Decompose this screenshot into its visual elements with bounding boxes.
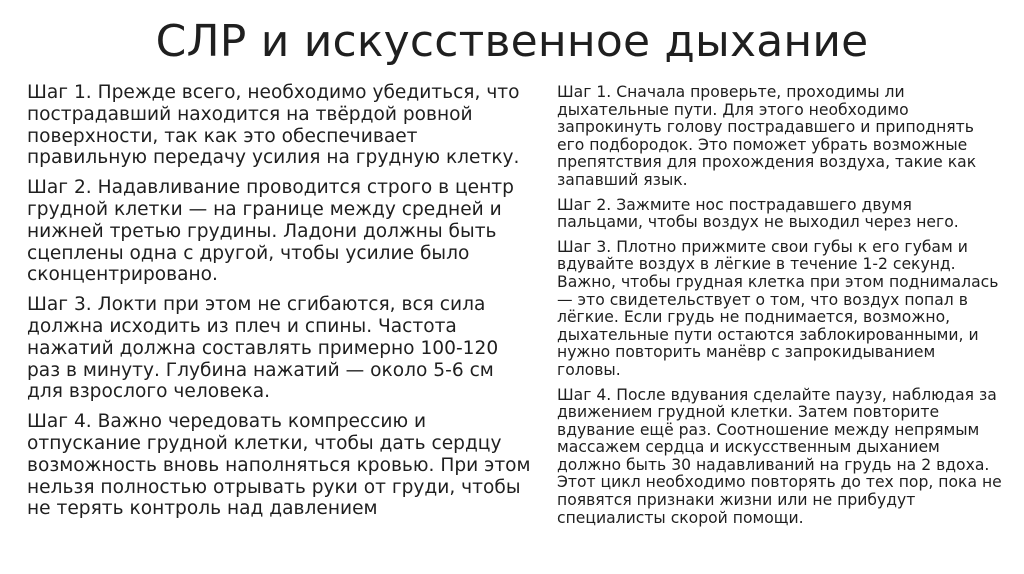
rescue-breathing-column	[557, 84, 1002, 534]
breathing-step-4: Шаг 4. После вдувания сделайте паузу, наблюдая за движением грудной клетки. Затем повторите вдувание ещё раз. Соотношение между непрямым массажем сердца и искусственным дыханием должно быть 30 надавливаний на грудь на 2 вдоха. Этот цикл необходимо повторять до тех пор, пока не появятся признаки жизни или не прибудут специалисты скорой помощи.	[557, 385, 1002, 527]
breathing-step-3: Шаг 3. Плотно прижмите свои губы к его губам и вдувайте воздух в лёгкие в течение 1-2 секунд. Важно, чтобы грудная клетка при этом поднималась — это свидетельствует о том, что воздух попал в лёгкие. Если грудь не поднимается, возможно, дыхательные пути остаются заблокированными, и нужно повторить манёвр с запрокидыванием головы.	[557, 237, 999, 379]
breathing-step-2: Шаг 2. Зажмите нос пострадавшего двумя пальцами, чтобы воздух не выходил через него.	[557, 195, 959, 232]
slide-title: СЛР и искусственное дыхание	[155, 16, 869, 67]
compression-step-2: Шаг 2. Надавливание проводится строго в центр грудной клетки — на границе между средней и нижней третью грудины. Ладони должны быть сцеплены одна с другой, чтобы усилие было сконцентрировано.	[27, 177, 514, 286]
compression-step-1: Шаг 1. Прежде всего, необходимо убедиться, что пострадавший находится на твёрдой ровной поверхности, так как это обеспечивает правильную передачу усилия на грудную клетку.	[27, 82, 520, 169]
breathing-step-1: Шаг 1. Сначала проверьте, проходимы ли дыхательные пути. Для этого необходимо запрокинуть голову пострадавшего и приподнять его подбородок. Это поможет убрать возможные препятствия для прохождения воздуха, такие как запавший язык.	[557, 83, 977, 189]
compression-step-4: Шаг 4. Важно чередовать компрессию и отпускание грудной клетки, чтобы дать сердцу возможность вновь наполняться кровью. При этом нельзя полностью отрывать руки от груди, чтобы не терять контроль над давлением	[27, 411, 531, 520]
compressions-column	[27, 82, 532, 528]
compression-step-3: Шаг 3. Локти при этом не сгибаются, вся сила должна исходить из плеч и спины. Частота нажатий должна составлять примерно 100-120 раз в минуту. Глубина нажатий — около 5-6 см для взрослого человека.	[27, 294, 499, 403]
